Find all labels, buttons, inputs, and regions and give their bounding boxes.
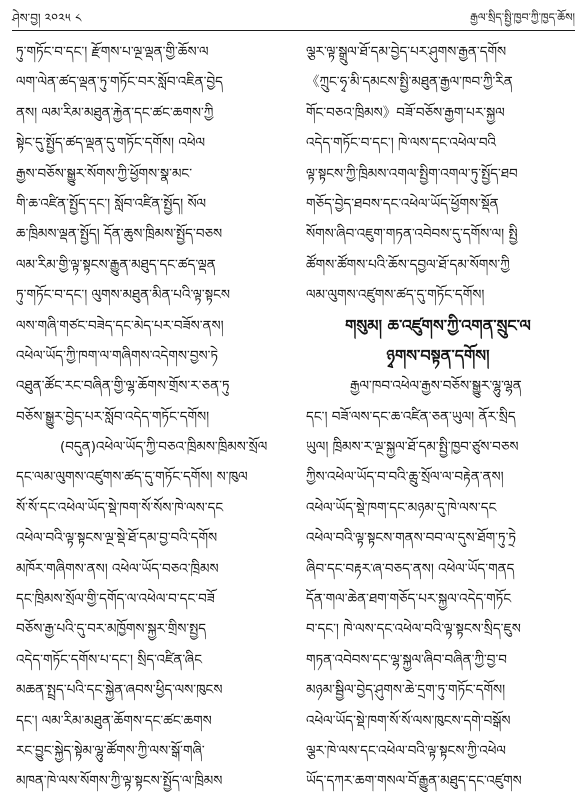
text-line: ཡུལ། ཁྲིམས་ར་ལྔ་སྐྱལ་ཐོ་དམ་སྤྱི་ཁྱབ་ཙུས་བཅས xyxy=(306,439,519,456)
text-line: མཁན་ཁེ་ལས་སོགས་ཀྱི་ལྟ་སྟངས་སྤྱོད་ལ་ཁྲིམས xyxy=(16,773,223,790)
text-line: ལྕར་ཁེ་ལས་དང་འཕེལ་བའི་ལྟ་སྟངས་ཀྱི་འཕེལ xyxy=(306,742,506,759)
text-line: འཕེལ་ཡོད་སྡེ་ཁག་དང་མཉམ་དུ་ཁེ་ལས་དང xyxy=(306,499,497,516)
right-column xyxy=(306,37,570,797)
text-line: འདེད་གཏོང་དགོས་པ་དང་། སྲིད་འཛིན་ཞིང xyxy=(16,651,203,668)
text-line: ལམ་ལུགས་འཛུགས་ཚད་དུ་གཏོང་དགོས། xyxy=(306,287,485,304)
text-line: དོན་གལ་ཆེན་ཐག་གཅོད་པར་སྐྱལ་འདེད་གཏོང xyxy=(306,591,512,608)
text-line: བཅོས་སྒྱུར་བྱེད་པར་སློབ་འདེད་གཏོང་དགོས། xyxy=(16,408,210,425)
text-line: ཀྱིས་འཕེལ་ཡོད་བ་བའི་ཆྲུ་སྲོལ་ལ་བརྟེན་ནས། xyxy=(306,469,504,486)
text-line: འཕེལ་ཡོད་སྡེ་ཁག་སོ་སོ་ལས་ཁུངས་དགེ་བསྒོས xyxy=(306,712,511,729)
text-line: གཅོད་བྱེད་ཐབས་དང་འཕེལ་ཡོད་ཕྱོགས་སྡོན xyxy=(306,195,499,212)
text-line: སོགས་ཞིབ་འཇུག་གཏན་འབེབས་དུ་དགོས་ལ། སྤྱི xyxy=(306,226,518,243)
text-line: ལྕར་ལྟ་སྒྲུལ་ཐོ་དམ་བྱེད་པར་ཤུགས་རྒྱན་དགོས xyxy=(306,44,507,60)
text-line: འདེད་གཏོང་བ་དང་། ཁེ་ལས་དང་འཕེལ་བའི xyxy=(306,135,497,152)
text-line: ལས་གཞི་གཙང་བཟེད་དང་མེད་པར་བཟོས་ནས། xyxy=(16,317,224,334)
text-line: དང་། བཟོ་ལས་དང་ཆ་འཛིན་ཅན་ཡུལ། ནོར་སྲིད xyxy=(306,408,516,425)
text-line: བ་དང་། ཁེ་ལས་དང་འཕེལ་བའི་ལྟ་སྟངས་སྲིད་ཇུས xyxy=(306,621,521,638)
text-line: ཞིབ་དང་བརྟར་ཞ་བཅད་ནས། འཕེལ་ཡོད་གནད xyxy=(306,560,515,577)
text-line: ལྟ་སྟངས་ཀྱི་ཁྲིམས་འགལ་སྤྱིག་འགལ་ཏུ་སྤྱོད་ཐབ xyxy=(306,165,518,182)
text-line: ཏུ་གཏོང་བ་དང་། ལུགས་མཐུན་མིན་པའི་ལྟ་སྟངས xyxy=(16,287,231,304)
issue-number: ༢༠༢༥ ༨ xyxy=(44,11,82,25)
text-line: ཡོད་དཀར་ཆག་གསལ་བོ་རྒྱུན་མཐུད་དང་འཛུགས xyxy=(306,773,522,790)
text-line: སྟེང་དུ་སྤྱོད་ཚད་ལྡན་དུ་གཏོང་དགོས། འཕེལ xyxy=(16,135,206,152)
header-rule xyxy=(12,30,575,31)
article-title: རྒྱལ་སྲིད་སྤྱི་ཁྱབ་ཀྱི་ཁྱད་ཆོས། xyxy=(470,11,575,24)
text-line: གི་ཆ་འཛིན་སྤྱོད་དང་། སློབ་འཛིན་སྤྱོད། སོལ xyxy=(16,195,207,212)
text-line: ལམ་རིམ་གྱི་ལྟ་སྟངས་རྒྱུན་མཐུད་དང་ཚད་ལྡན xyxy=(16,256,216,273)
text-line: མཉམ་སྦྱིལ་བྱེད་ཤུགས་ཆེ་དྲག་ཏུ་གཏོང་དགོས། xyxy=(306,682,506,699)
text-line: འཕེལ་བའི་ལྟ་སྟངས་གནས་བབ་ལ་དུས་ཐོག་ཏུ་ཏྲེ xyxy=(306,530,517,547)
text-line: ཆ་ཁྲིམས་ལྡན་སྤྱོད། དོན་ཆུས་ཁྲིམས་སྤྱོད་བཅས xyxy=(16,226,223,243)
text-line: 《ཀྲུང་ཧྭ་མི་དམངས་སྤྱི་མཐུན་རྒྱལ་ཁབ་ཀྱི་རིན xyxy=(306,74,513,91)
text-line: ནས། ལམ་རིམ་མཐུན་རྐྱེན་དང་ཚང་ཆགས་ཀྱི xyxy=(16,104,214,121)
section-heading: གསུམ། ཆ་འཛུགས་ཀྱི་འགན་སྲུང་ལ xyxy=(345,315,531,335)
text-line: མཁོར་གཞིགས་ནས། འཕེལ་ཡོད་བཅའ་ཁྲིམས xyxy=(16,560,219,577)
text-line: རྒྱས་བཅོས་སྒྱུར་སོགས་ཀྱི་ཕྱོགས་སྣ་མང་ xyxy=(16,165,193,182)
text-line: འཐུན་ཚོང་རང་བཞིན་གྱི་ལྷ་ཆོགས་གྲོས་ར་ཅན་ཏུ xyxy=(16,378,230,395)
header-left xyxy=(12,11,82,25)
text-line: (བདུན)འཕེལ་ཡོད་ཀྱི་བཅའ་ཁྲིམས་ཁྲིམས་སྲོལ xyxy=(60,439,268,456)
text-line: གཏན་འབེབས་དང་ལྷ་སྐྱལ་ཞིབ་བཞིན་ཀྱི་བྱ་བ xyxy=(306,651,507,668)
text-line: ཚོགས་ཚོགས་པའི་ཆོས་དབྱལ་ཐོ་དམ་སོགས་ཀྱི xyxy=(306,256,510,273)
text-line: དང་། ལམ་རིམ་མཐུན་ཆོགས་དང་ཚང་ཆགས xyxy=(16,712,212,729)
text-line: དང་ལམ་ལུགས་འཛུགས་ཚད་དུ་གཏོང་དགོས། ས་ཁུལ xyxy=(16,469,248,486)
text-line: མཆན་སྤྲད་པའི་དང་སྐྱེན་ཞབས་ཕྱིད་ལས་ཁུངས xyxy=(16,682,223,699)
text-line: གོང་བཅའ་ཁྲིམས》བཟོ་བཅོས་རྒྱག་པར་སྐྱལ xyxy=(306,104,505,121)
text-line: ཏུ་གཏོང་བ་དང་། རྫོགས་པ་ལྔ་ལྡན་གྱི་ཆོས་ལ xyxy=(16,44,209,60)
text-line: འཕེལ་ཡོད་ཀྱི་ཁག་ལ་གཞིགས་འདེགས་བྱས་ཏེ xyxy=(16,347,219,364)
text-line: དང་ཁྲིམས་སྲོལ་གྱི་དགོད་ལ་འཕེལ་བ་དང་བཟོ xyxy=(16,591,215,608)
text-line: ལག་ལེན་ཚད་ལྡན་ཏུ་གཏོང་བར་སློབ་འཇིན་བྱེད xyxy=(16,74,223,91)
left-column xyxy=(16,37,280,797)
text-line: རང་བྱུང་སྐྱེད་སྟེམ་ལྷུ་ཚོགས་ཀྱི་ལས་སྒོ་གཞི་ xyxy=(16,742,205,759)
text-line: སོ་སོ་དང་འཕེལ་ཡོད་སྡེ་ཁག་སོ་སོས་ཁེ་ལས་དང xyxy=(16,499,224,516)
text-line: རྒྱལ་ཁབ་འཕེལ་རྒྱས་བཅོས་སྒྱུར་ལྷུ་ལྷན xyxy=(350,378,522,395)
running-header xyxy=(12,6,575,30)
text-line: འཕེལ་བའི་ལྟ་སྟངས་ལྔ་སྡེ་ཐོ་དམ་བྱ་བའི་དགོས xyxy=(16,530,218,547)
section-heading-continued: ཉྭགས་བསྟན་དགོས། xyxy=(386,345,490,365)
text-line: བཅོས་རྒྱ་པའི་དུ་བར་མཁྱོགས་སྐྱར་གྲིས་སྤྱད xyxy=(16,621,207,638)
journal-title: ཤེས་བྱ། xyxy=(12,11,41,25)
